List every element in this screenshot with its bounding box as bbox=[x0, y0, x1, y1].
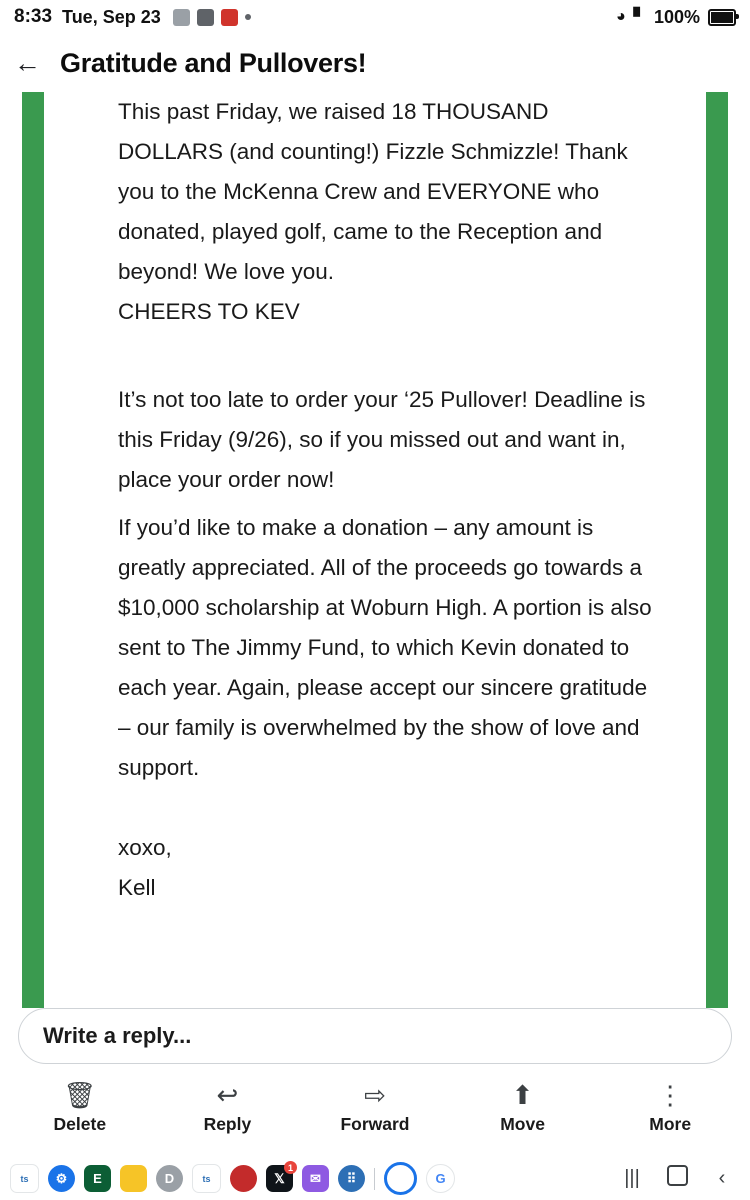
google-app-icon[interactable]: G bbox=[426, 1164, 455, 1193]
move-button[interactable] bbox=[464, 1078, 582, 1135]
settings-app-icon[interactable]: ⚙ bbox=[48, 1165, 75, 1192]
status-notification-icons bbox=[173, 9, 251, 26]
x-app-glyph: 𝕏 bbox=[274, 1170, 285, 1186]
trash-icon: 🗑 bbox=[63, 1080, 97, 1110]
wifi-icon: ◕ bbox=[615, 8, 626, 25]
left-white-edge bbox=[0, 92, 22, 1008]
action-bar bbox=[0, 1078, 750, 1135]
page-title: Gratitude and Pullovers! bbox=[60, 47, 367, 78]
message-signoff: xoxo, bbox=[118, 835, 172, 860]
message-paragraph: CHEERS TO KEV bbox=[118, 299, 300, 324]
message-paragraph: This past Friday, we raised 18 THOUSAND DOLLARS (and counting!) Fizzle Schmizzle! Thank you to the McKenna Crew and EVERYONE who donated, played golf, came to the Reception and beyond! We love you. bbox=[118, 99, 628, 284]
delete-button[interactable] bbox=[21, 1078, 139, 1135]
recents-nav-icon[interactable]: ||| bbox=[624, 1167, 640, 1189]
message-body[interactable] bbox=[0, 92, 750, 1008]
reply-input[interactable] bbox=[18, 1008, 732, 1064]
mail-app-icon[interactable]: ✉ bbox=[302, 1165, 329, 1192]
forward-arrow-icon: ⇨ bbox=[364, 1080, 386, 1110]
x-app-badge: 1 bbox=[284, 1161, 297, 1174]
mail-icon bbox=[197, 9, 214, 26]
move-label: Move bbox=[500, 1114, 545, 1134]
move-folder-icon: ⬆ bbox=[511, 1080, 534, 1110]
apps-grid-icon[interactable]: ⠿ bbox=[338, 1165, 365, 1192]
status-time: 8:33 bbox=[14, 6, 53, 27]
dot-icon bbox=[245, 14, 251, 20]
message-text bbox=[118, 92, 658, 908]
dashlane-app-icon[interactable]: D bbox=[156, 1165, 183, 1192]
reply-arrow-icon: ↩ bbox=[216, 1080, 239, 1110]
twinspires-app-icon[interactable]: ts bbox=[10, 1164, 39, 1193]
more-button[interactable] bbox=[611, 1078, 729, 1135]
accent-bar-left bbox=[22, 92, 44, 1008]
etsy-app-icon[interactable]: E bbox=[84, 1165, 111, 1192]
notes-app-icon[interactable] bbox=[120, 1165, 147, 1192]
delete-label: Delete bbox=[53, 1114, 107, 1134]
accent-bar-right bbox=[706, 92, 728, 1008]
message-paragraph: If you’d like to make a donation – any amount is greatly appreciated. All of the proceeds go towards a $10,000 scholarship at Woburn High. A portion is also sent to The Jimmy Fund, to which Kevin donated to each year. Again, please accept our sincere gratitude – our family is overwhelmed by the show of love and support. bbox=[118, 515, 652, 780]
message-paragraph: It’s not too late to order your ‘25 Pullover! Deadline is this Friday (9/26), so if you missed out and want in, place your order now! bbox=[118, 387, 646, 492]
more-label: More bbox=[649, 1114, 692, 1134]
home-nav-icon[interactable] bbox=[659, 1165, 695, 1192]
message-signature: Kell bbox=[118, 875, 156, 900]
status-date: Tue, Sep 23 bbox=[62, 6, 161, 27]
reply-button[interactable] bbox=[168, 1078, 286, 1135]
reply-area[interactable] bbox=[0, 1008, 750, 1064]
x-app-icon[interactable] bbox=[266, 1162, 293, 1192]
app-header bbox=[0, 34, 750, 92]
back-arrow-icon[interactable]: ← bbox=[14, 47, 41, 78]
status-right-cluster bbox=[616, 7, 736, 28]
forward-label: Forward bbox=[340, 1114, 410, 1134]
status-bar bbox=[0, 0, 750, 34]
twinspires-2-app-icon[interactable]: ts bbox=[192, 1164, 221, 1193]
battery-icon bbox=[708, 9, 736, 26]
barstool-app-icon[interactable] bbox=[230, 1165, 257, 1192]
forward-button[interactable] bbox=[316, 1078, 434, 1135]
youtube-icon bbox=[221, 9, 238, 26]
battery-percent: 100% bbox=[653, 6, 700, 27]
overflow-dots-icon: ⋮ bbox=[657, 1080, 684, 1110]
photos-icon bbox=[173, 9, 190, 26]
signal-icon: ▘ bbox=[633, 9, 646, 26]
back-nav-icon[interactable]: ‹ bbox=[718, 1167, 726, 1189]
reply-label: Reply bbox=[203, 1114, 252, 1134]
app-dock bbox=[0, 1157, 750, 1200]
dock-divider bbox=[374, 1168, 375, 1190]
chrome-app-icon[interactable] bbox=[384, 1162, 417, 1195]
reply-placeholder: Write a reply... bbox=[43, 1023, 192, 1048]
